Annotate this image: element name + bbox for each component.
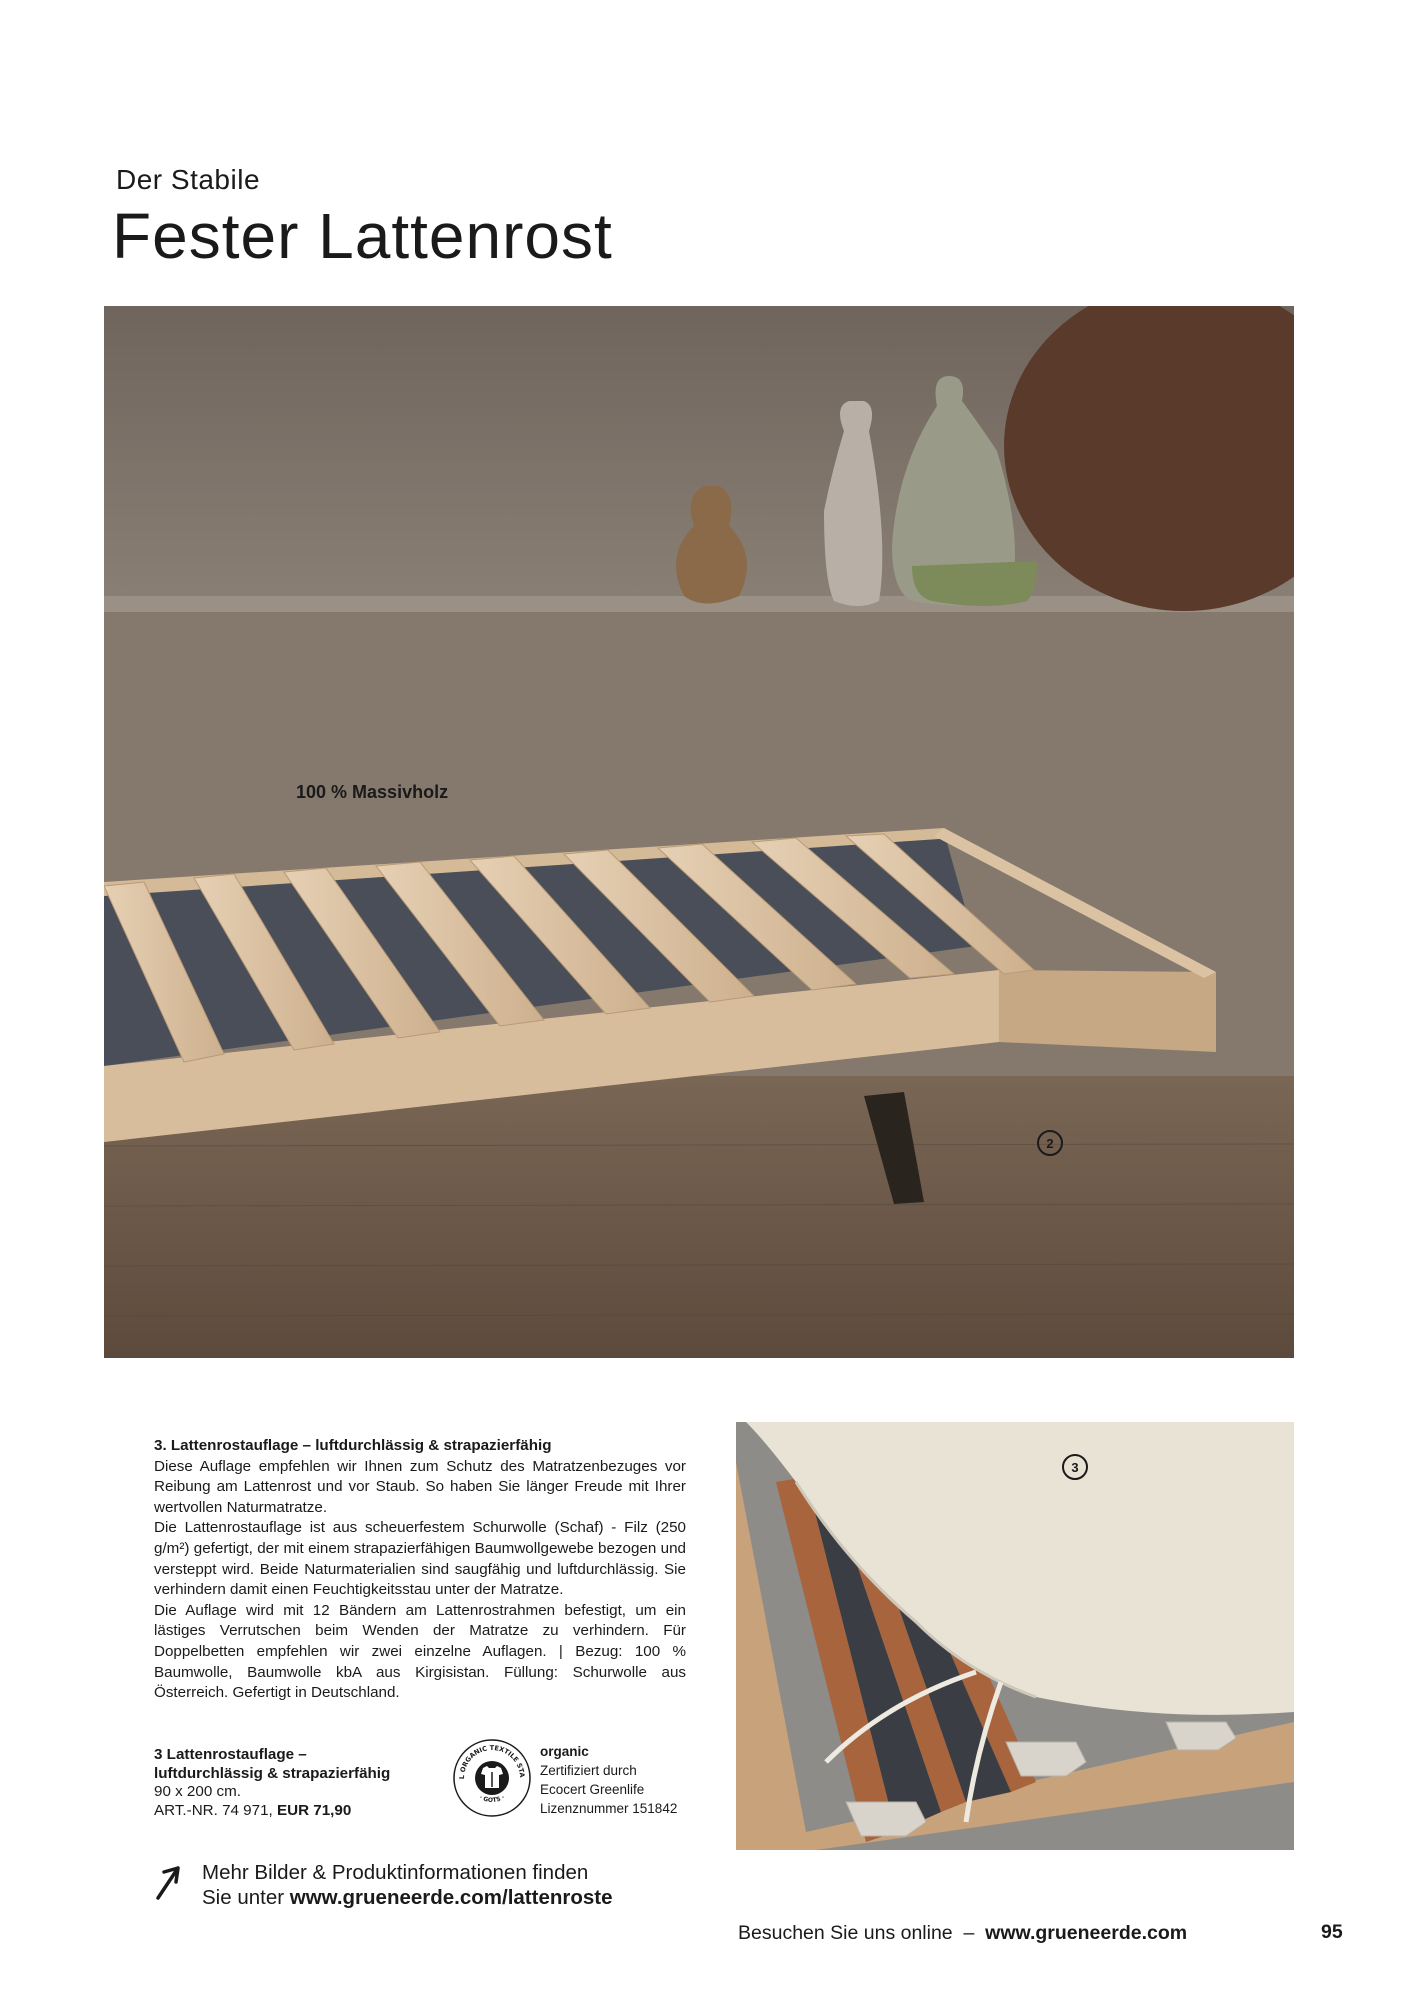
footer-text: Besuchen Sie uns online – [738,1922,986,1944]
product-marker-3: 3 [1062,1454,1088,1480]
more-info-prefix: Sie unter [202,1886,290,1909]
description-paragraph: Diese Auflage empfehlen wir Ihnen zum Schutz des Matratzenbezuges vor Reibung am Lattenrost und vor Staub. So haben Sie länger Freude mit Ihrer wertvollen Naturmatratze. [154,1457,686,1516]
page-number: 95 [1321,1921,1343,1943]
product-size: 90 x 200 cm. [154,1783,241,1800]
footer-url-link[interactable]: www.grueneerde.com [985,1922,1188,1944]
description-heading: 3. Lattenrostauflage – luftdurchlässig & strapazierfähig [154,1437,552,1454]
slatted-bed-frame-image [104,306,1294,1358]
hero-label: 100 % Massivholz [296,782,449,802]
article-number: ART.-NR. 74 971, [154,1801,273,1819]
description-paragraph: Die Auflage wird mit 12 Bändern am Lattenrostrahmen befestigt, um ein lästiges Verrutschen beim Wenden der Matratze zu verhindern. Für Doppelbetten empfehlen wir zwei einzelne Auflagen. | Bezug: 100 % Baumwolle, Baumwolle kbA aus Kirgisistan. Füllung: Schurwolle aus Österreich. Gefertigt in Deutschland. [154,1601,686,1702]
svg-text:GLOBAL ORGANIC TEXTILE STANDAR: L ORGANIC TEXTILE STA [457,1743,527,1780]
more-info-line: Mehr Bilder & Produktinformationen finden [202,1861,589,1884]
page-kicker: Der Stabile [116,164,261,195]
product-description [154,1436,686,1704]
description-paragraph: Die Lattenrostauflage ist aus scheuerfestem Schurwolle (Schaf) - Filz (250 g/m²) gefertigt, der mit einem strapazierfähigen Baumwollgewebe bezogen und versteppt wird. Beide Naturmaterialien sind saugfähig und luftdurchlässig. Sie verhindern damit einen Feuchtigkeitsstau unter der Matratze. [154,1519,686,1599]
certification-line: Ecocert Greenlife [540,1782,645,1797]
product-marker-2: 2 [1037,1130,1063,1156]
certification-line: Zertifiziert durch [540,1763,637,1778]
mattress-pad-photo [736,1422,1294,1850]
hero-photo [104,306,1294,1358]
product-name: 3 Lattenrostauflage – [154,1746,307,1763]
order-info [154,1746,444,1820]
gots-seal-icon [452,1738,532,1818]
lattenroste-link[interactable]: www.grueneerde.com/lattenroste [289,1886,613,1909]
certification-line: Lizenznummer 151842 [540,1801,678,1816]
certification-label: organic [540,1744,589,1759]
price: EUR 71,90 [276,1801,352,1819]
certification-info [540,1742,677,1818]
footer [738,1922,1187,1945]
cursor-arrow-icon [154,1860,184,1900]
page-title: Fester Lattenrost [112,200,613,272]
more-info-text [202,1860,613,1910]
mattress-pad-image [736,1422,1294,1850]
svg-text:· GOTS ·: · GOTS · [478,1794,506,1805]
product-name-line2: luftdurchlässig & strapazierfähig [154,1764,391,1782]
